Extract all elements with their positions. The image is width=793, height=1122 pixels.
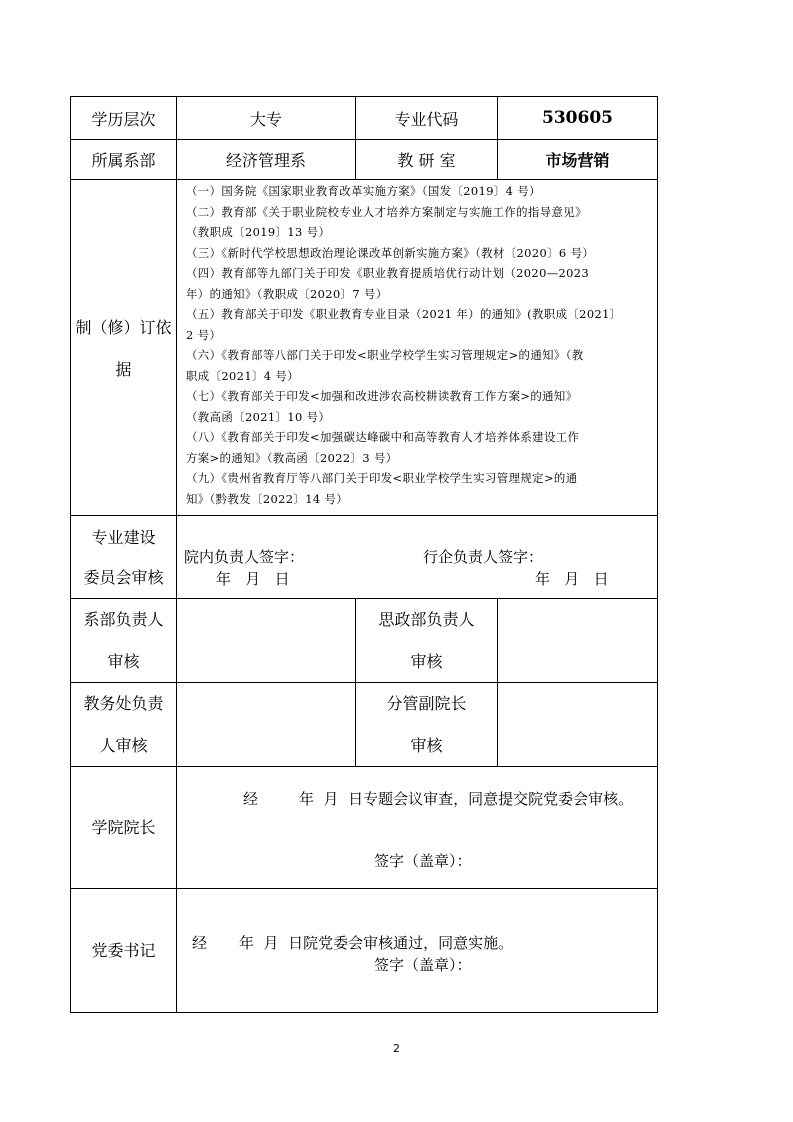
inner-sign-label: 院内负责人签字： (184, 548, 305, 566)
vp-line2: 审核 (410, 736, 443, 755)
president-text: 年 月 日专题会议审查，同意提交院党委会审核。 (299, 790, 634, 808)
office-label: 教 研 室 (397, 151, 456, 170)
president-sign: 签字（盖章）： (374, 852, 472, 870)
academic-line1: 教务处负责 (83, 694, 164, 713)
party-prefix: 经 (192, 934, 208, 952)
basis-line: （九）《贵州省教育厅等八部门关于印发<职业学校学生实习管理规定>的通 (186, 471, 578, 485)
vp-line1: 分管副院长 (386, 694, 467, 713)
office-value: 市场营销 (545, 151, 610, 170)
code-value: 530605 (542, 108, 613, 128)
dept-label: 所属系部 (91, 151, 156, 170)
basis-line: （五）教育部关于印发《职业教育专业目录（2021 年）的通知》(教职成〔2021〕 (186, 307, 622, 321)
party-sign: 签字（盖章）： (374, 956, 472, 974)
basis-line: 职成〔2021〕4 号） (186, 368, 300, 383)
code-label: 专业代码 (394, 109, 459, 129)
ideology-head-line2: 审核 (410, 652, 443, 671)
dept-head-line1: 系部负责人 (83, 610, 164, 629)
committee-label-line2: 委员会审核 (83, 568, 164, 587)
basis-label-line1: 制（修）订依 (75, 318, 172, 337)
president-label: 学院院长 (91, 817, 156, 837)
president-prefix: 经 (243, 790, 259, 808)
basis-label (71, 180, 176, 515)
level-value: 大专 (249, 109, 282, 129)
basis-line: 2 号） (186, 327, 222, 342)
basis-line: （六）《教育部等八部门关于印发<职业学校学生实习管理规定>的通知》（教 (186, 348, 584, 362)
ideology-head-label (356, 599, 497, 682)
academic-label (71, 683, 176, 766)
basis-line: 知》（黔教发〔2022〕14 号） (186, 491, 349, 506)
party-label: 党委书记 (91, 940, 156, 960)
committee-label (71, 516, 176, 598)
academic-sign-area[interactable] (177, 683, 355, 766)
basis-line: （二）教育部《关于职业院校专业人才培养方案制定与实施工作的指导意见》 (186, 204, 587, 219)
basis-label-line2: 据 (115, 360, 132, 379)
academic-line2: 人审核 (99, 736, 148, 755)
vp-label (356, 683, 497, 766)
basis-line: （一）国务院《国家职业教育改革实施方案》（国发〔2019〕4 号） (186, 184, 541, 198)
dept-head-sign-area[interactable] (177, 599, 355, 682)
committee-label-line1: 专业建设 (91, 528, 156, 547)
ideology-head-line1: 思政部负责人 (378, 610, 475, 629)
vp-sign-area[interactable] (498, 683, 657, 766)
basis-line: （教高函〔2021〕10 号） (186, 409, 331, 424)
basis-line: （三）《新时代学校思想政治理论课改革创新实施方案》（教材〔2020〕6 号） (186, 245, 595, 260)
basis-line: 年）的通知》（教职成〔2020〕7 号） (186, 286, 388, 301)
level-label: 学历层次 (91, 109, 156, 129)
party-text: 年 月 日院党委会审核通过，同意实施。 (239, 934, 514, 952)
basis-line: （七）《教育部关于印发<加强和改进涉农高校耕读教育工作方案>的通知》 (186, 389, 578, 403)
inner-sign-date: 年 月 日 (216, 570, 290, 588)
basis-line: （八）《教育部关于印发<加强碳达峰碳中和高等教育人才培养体系建设工作 (186, 430, 580, 444)
dept-head-line2: 审核 (107, 652, 140, 671)
outer-sign-date: 年 月 日 (535, 570, 609, 588)
basis-line: （四）教育部等九部门关于印发《职业教育提质培优行动计划（2020—2023 (186, 266, 590, 280)
basis-list (186, 181, 652, 509)
outer-sign-label: 行企负责人签字： (423, 548, 544, 566)
basis-line: 方案>的通知》（教高函〔2022〕3 号） (186, 450, 398, 465)
ideology-head-sign-area[interactable] (498, 599, 657, 682)
basis-line: （教职成〔2019〕13 号） (186, 225, 331, 239)
dept-value: 经济管理系 (225, 151, 306, 170)
dept-head-label (71, 599, 176, 682)
page-number: 2 (393, 1042, 400, 1055)
